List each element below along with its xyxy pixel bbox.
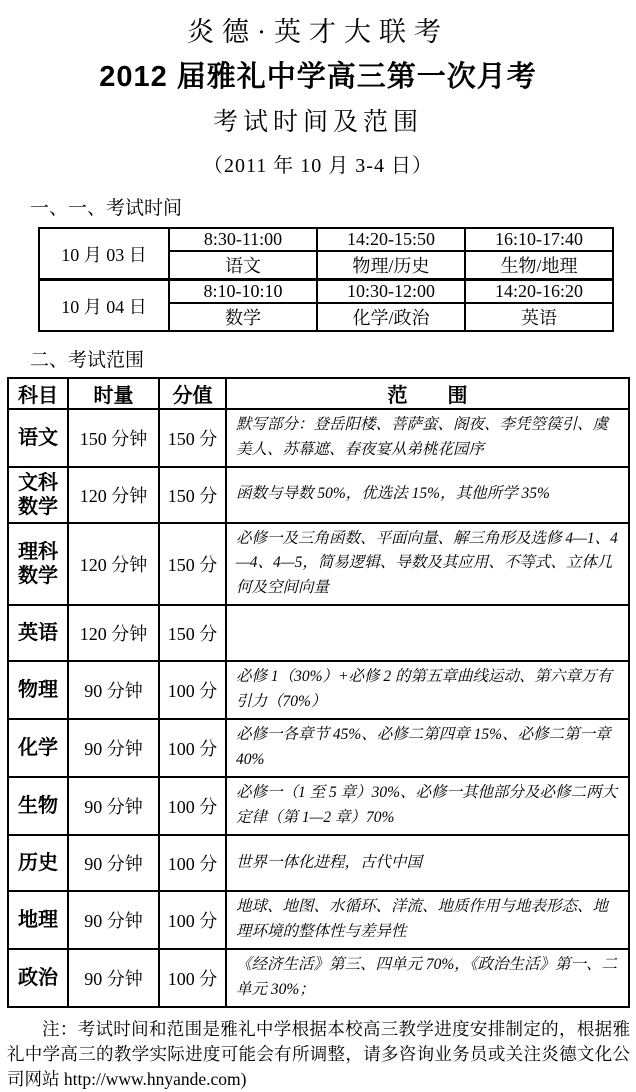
subject-cell: 文科数学 [8,467,68,523]
scope-row-english [8,605,629,661]
duration-cell: 90 分钟 [68,661,159,719]
session-subject: 语文 [169,251,317,280]
scope-cell [226,605,629,661]
scope-row-history [8,835,629,891]
duration-cell: 90 分钟 [68,835,159,891]
subject-cell: 生物 [8,777,68,835]
score-cell: 150 分 [159,467,226,523]
session-subject: 英语 [465,303,613,331]
page-subtitle: 考试时间及范围 [212,109,423,136]
scope-table [7,377,630,1008]
session-time: 16:10-17:40 [465,228,613,251]
column-header-subject: 科目 [8,378,68,409]
scope-row-politics [8,949,629,1007]
subject-cell: 历史 [8,835,68,891]
schedule-row-day2-times [39,280,613,304]
scope-row-chemistry [8,719,629,777]
subject-cell: 政治 [8,949,68,1007]
scope-row-science-math [8,523,629,605]
session-time: 8:30-11:00 [169,228,317,251]
score-cell: 150 分 [159,523,226,605]
section-label-exam-time: 一、一、考试时间 [30,198,183,219]
scope-cell: 必修一各章节 45%、必修二第四章 15%、必修二第一章 40% [226,719,629,777]
column-header-scope: 范 围 [226,378,629,409]
subject-cell: 地理 [8,891,68,949]
column-header-duration: 时量 [68,378,159,409]
date-cell: 10 月 03 日 [39,228,169,280]
subject-cell: 英语 [8,605,68,661]
score-cell: 100 分 [159,891,226,949]
score-cell: 100 分 [159,777,226,835]
session-time: 14:20-16:20 [465,280,613,304]
duration-cell: 90 分钟 [68,777,159,835]
page-title: 2012 届雅礼中学高三第一次月考 [99,61,537,93]
score-cell: 100 分 [159,719,226,777]
session-time: 10:30-12:00 [317,280,465,304]
duration-cell: 90 分钟 [68,949,159,1007]
scope-row-chinese [8,409,629,467]
duration-cell: 90 分钟 [68,719,159,777]
scope-cell: 必修一及三角函数、平面向量、解三角形及选修 4—1、4—4、4—5，简易逻辑、导数及其应用、不等式、立体几何及空间向量 [226,523,629,605]
column-header-score: 分值 [159,378,226,409]
session-time: 14:20-15:50 [317,228,465,251]
score-cell: 100 分 [159,661,226,719]
scope-cell: 默写部分：登岳阳楼、菩萨蛮、阁夜、李凭箜篌引、虞美人、苏幕遮、春夜宴从弟桃花园序 [226,409,629,467]
scope-row-physics [8,661,629,719]
session-subject: 物理/历史 [317,251,465,280]
schedule-row-day1-times [39,228,613,251]
session-subject: 生物/地理 [465,251,613,280]
scope-cell: 世界一体化进程，古代中国 [226,835,629,891]
score-cell: 100 分 [159,835,226,891]
score-cell: 150 分 [159,605,226,661]
subject-cell: 语文 [8,409,68,467]
section-label-exam-scope: 二、考试范围 [30,350,145,371]
scope-row-biology [8,777,629,835]
session-subject: 数学 [169,303,317,331]
subject-cell: 理科数学 [8,523,68,605]
session-time: 8:10-10:10 [169,280,317,304]
scope-cell: 《经济生活》第三、四单元 70%，《政治生活》第一、二单元 30%； [226,949,629,1007]
brand-title: 炎德·英才大联考 [187,17,449,47]
duration-cell: 120 分钟 [68,467,159,523]
scope-header-row [8,378,629,409]
score-cell: 150 分 [159,409,226,467]
exam-date-range: （2011 年 10 月 3-4 日） [203,155,433,177]
scope-row-liberal-arts-math [8,467,629,523]
scope-cell: 必修一（1 至 5 章）30%、必修一其他部分及必修二两大定律（第 1—2 章）70% [226,777,629,835]
header [0,0,636,178]
schedule-table [38,227,614,332]
date-cell: 10 月 04 日 [39,280,169,332]
duration-cell: 120 分钟 [68,523,159,605]
session-subject: 化学/政治 [317,303,465,331]
duration-cell: 90 分钟 [68,891,159,949]
score-cell: 100 分 [159,949,226,1007]
scope-cell: 地球、地图、水循环、洋流、地质作用与地表形态、地理环境的整体性与差异性 [226,891,629,949]
duration-cell: 120 分钟 [68,605,159,661]
duration-cell: 150 分钟 [68,409,159,467]
subject-cell: 物理 [8,661,68,719]
footer-note: 注：考试时间和范围是雅礼中学根据本校高三教学进度安排制定的，根据雅礼中学高三的教学实际进度可能会有所调整，请多咨询业务员或关注炎德文化公司网站 http://www.hnyande.com) [7,1018,630,1089]
scope-row-geography [8,891,629,949]
subject-cell: 化学 [8,719,68,777]
scope-cell: 函数与导数 50%，优选法 15%，其他所学 35% [226,467,629,523]
scope-cell: 必修 1（30%）+必修 2 的第五章曲线运动、第六章万有引力（70%） [226,661,629,719]
